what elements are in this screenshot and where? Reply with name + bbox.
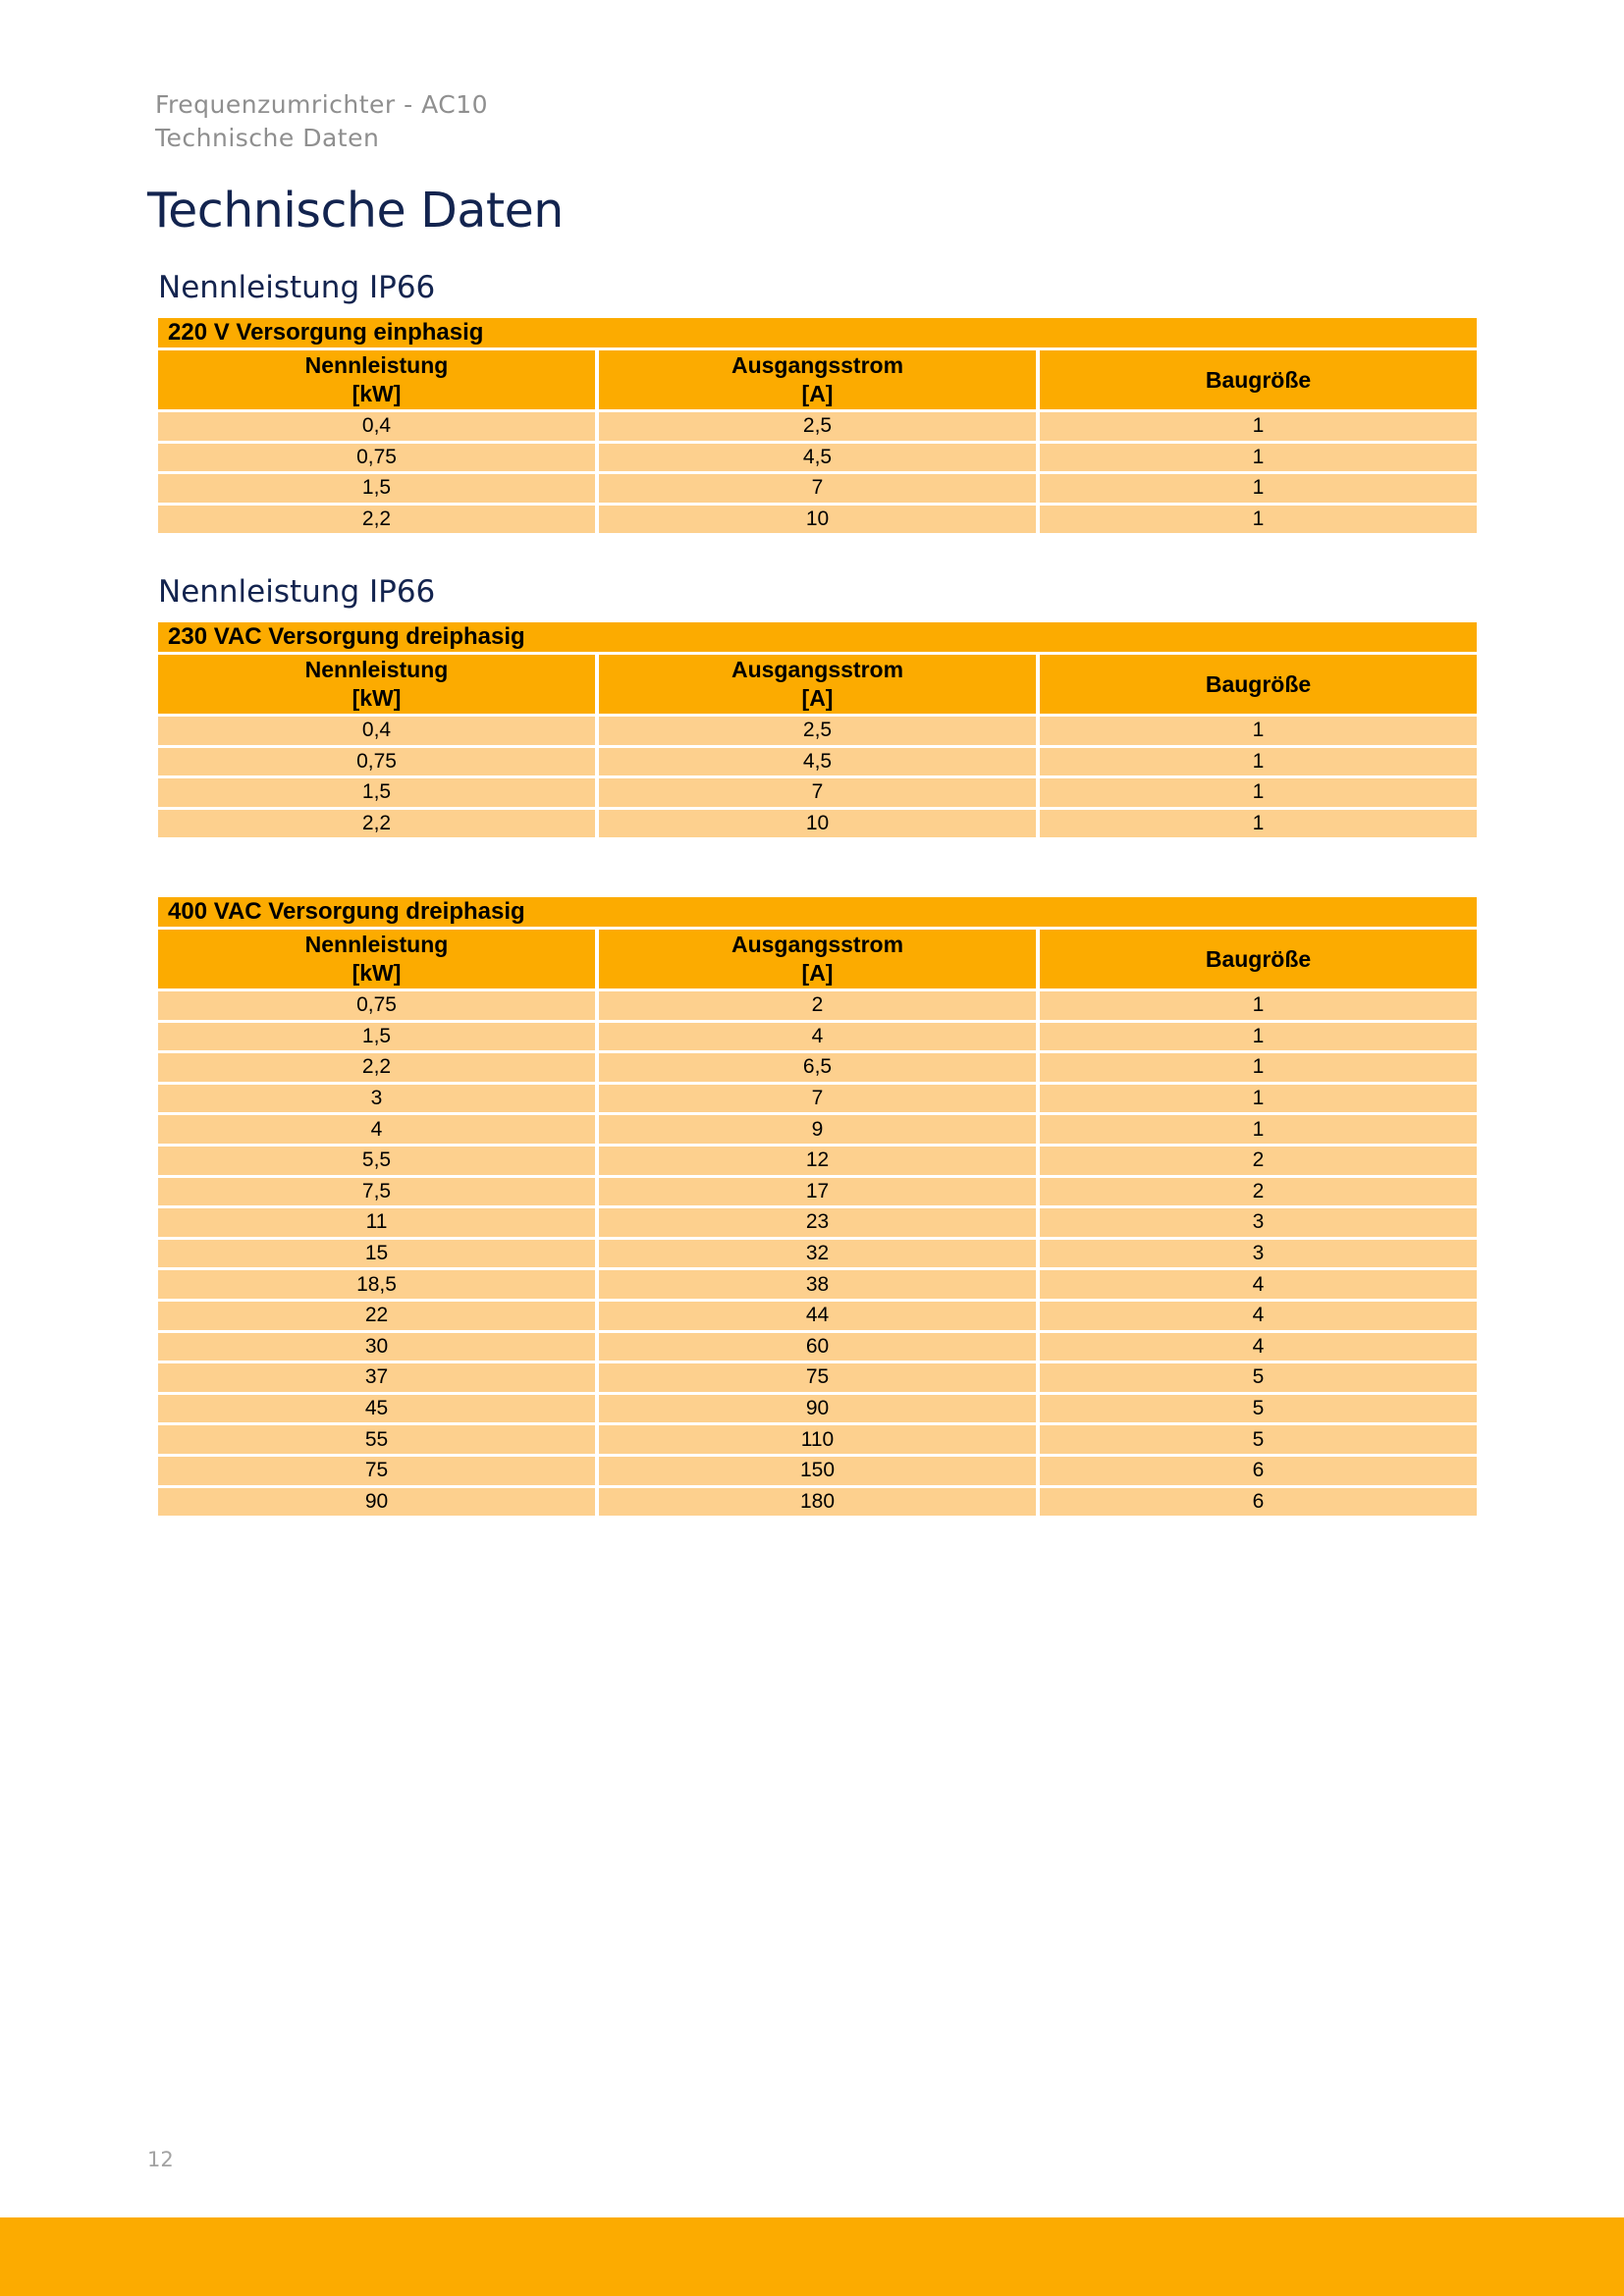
table-row — [158, 474, 1477, 503]
cell-size: 4 — [1040, 1270, 1477, 1299]
cell-size: 2 — [1040, 1178, 1477, 1206]
cell-power: 1,5 — [158, 778, 595, 807]
cell-power: 30 — [158, 1333, 595, 1362]
cell-power: 2,2 — [158, 810, 595, 838]
column-header-current — [599, 655, 1036, 714]
cell-current: 12 — [599, 1147, 1036, 1175]
table-row — [158, 1488, 1477, 1517]
cell-power: 1,5 — [158, 1023, 595, 1051]
cell-current: 23 — [599, 1208, 1036, 1237]
cell-current: 7 — [599, 1085, 1036, 1113]
column-header-power-label: Nennleistung — [304, 352, 449, 378]
cell-power: 3 — [158, 1085, 595, 1113]
table-row — [158, 1178, 1477, 1206]
cell-size: 1 — [1040, 778, 1477, 807]
table-row — [158, 1053, 1477, 1082]
data-table — [154, 927, 1481, 1519]
cell-size: 4 — [1040, 1333, 1477, 1362]
table-body — [158, 412, 1477, 533]
column-header-size: Baugröße — [1040, 655, 1477, 714]
table-row — [158, 506, 1477, 534]
cell-size: 3 — [1040, 1240, 1477, 1268]
data-table — [154, 347, 1481, 536]
data-table — [154, 652, 1481, 840]
cell-current: 2,5 — [599, 412, 1036, 441]
table-caption: 220 V Versorgung einphasig — [158, 318, 1477, 347]
column-header-power-unit: [kW] — [352, 960, 402, 986]
table-row — [158, 1085, 1477, 1113]
cell-size: 1 — [1040, 717, 1477, 745]
cell-power: 1,5 — [158, 474, 595, 503]
cell-power: 7,5 — [158, 1178, 595, 1206]
column-header-current-label: Ausgangsstrom — [731, 352, 904, 378]
cell-size: 6 — [1040, 1488, 1477, 1517]
cell-current: 75 — [599, 1363, 1036, 1392]
cell-size: 1 — [1040, 412, 1477, 441]
section-title-1: Nennleistung IP66 — [158, 270, 436, 305]
cell-power: 2,2 — [158, 1053, 595, 1082]
table-row — [158, 991, 1477, 1020]
table-row — [158, 412, 1477, 441]
table-row — [158, 1115, 1477, 1144]
cell-current: 10 — [599, 810, 1036, 838]
table-row — [158, 810, 1477, 838]
table-body — [158, 991, 1477, 1516]
cell-power: 4 — [158, 1115, 595, 1144]
cell-current: 4,5 — [599, 444, 1036, 472]
cell-current: 150 — [599, 1457, 1036, 1485]
table-row — [158, 1333, 1477, 1362]
table-row — [158, 1023, 1477, 1051]
table-caption: 400 VAC Versorgung dreiphasig — [158, 897, 1477, 927]
cell-power: 0,75 — [158, 748, 595, 776]
cell-size: 1 — [1040, 1085, 1477, 1113]
table-row — [158, 1208, 1477, 1237]
cell-size: 5 — [1040, 1363, 1477, 1392]
table-body — [158, 717, 1477, 837]
column-header-power — [158, 655, 595, 714]
cell-size: 1 — [1040, 991, 1477, 1020]
table-row — [158, 1240, 1477, 1268]
table-row — [158, 778, 1477, 807]
cell-current: 4 — [599, 1023, 1036, 1051]
cell-size: 6 — [1040, 1457, 1477, 1485]
column-header-power-unit: [kW] — [352, 381, 402, 406]
cell-current: 110 — [599, 1425, 1036, 1454]
table-row — [158, 717, 1477, 745]
table-row — [158, 1395, 1477, 1423]
cell-current: 9 — [599, 1115, 1036, 1144]
cell-current: 60 — [599, 1333, 1036, 1362]
column-header-power — [158, 350, 595, 409]
table-row — [158, 1425, 1477, 1454]
cell-power: 0,75 — [158, 444, 595, 472]
cell-current: 6,5 — [599, 1053, 1036, 1082]
cell-power: 55 — [158, 1425, 595, 1454]
table-row — [158, 1270, 1477, 1299]
cell-size: 1 — [1040, 474, 1477, 503]
cell-current: 180 — [599, 1488, 1036, 1517]
cell-size: 4 — [1040, 1302, 1477, 1330]
cell-power: 0,4 — [158, 412, 595, 441]
column-header-current — [599, 930, 1036, 988]
cell-size: 1 — [1040, 810, 1477, 838]
cell-current: 2 — [599, 991, 1036, 1020]
cell-current: 17 — [599, 1178, 1036, 1206]
cell-power: 75 — [158, 1457, 595, 1485]
cell-current: 2,5 — [599, 717, 1036, 745]
column-header-current-unit: [A] — [801, 685, 834, 711]
column-header-power-unit: [kW] — [352, 685, 402, 711]
cell-power: 90 — [158, 1488, 595, 1517]
table-header-row — [158, 655, 1477, 714]
cell-size: 1 — [1040, 444, 1477, 472]
cell-current: 7 — [599, 474, 1036, 503]
cell-current: 44 — [599, 1302, 1036, 1330]
cell-current: 38 — [599, 1270, 1036, 1299]
table-header-row — [158, 930, 1477, 988]
table-row — [158, 1302, 1477, 1330]
column-header-current — [599, 350, 1036, 409]
column-header-current-unit: [A] — [801, 960, 834, 986]
table-400vac-dreiphasig — [158, 897, 1477, 1519]
cell-power: 18,5 — [158, 1270, 595, 1299]
cell-power: 15 — [158, 1240, 595, 1268]
page-title: Technische Daten — [147, 183, 564, 239]
table-row — [158, 1363, 1477, 1392]
cell-power: 0,75 — [158, 991, 595, 1020]
cell-current: 7 — [599, 778, 1036, 807]
cell-power: 11 — [158, 1208, 595, 1237]
header-section-line: Technische Daten — [155, 124, 380, 152]
column-header-size: Baugröße — [1040, 350, 1477, 409]
footer-bar — [0, 2217, 1624, 2296]
table-row — [158, 1147, 1477, 1175]
column-header-size: Baugröße — [1040, 930, 1477, 988]
cell-size: 2 — [1040, 1147, 1477, 1175]
section-title-2: Nennleistung IP66 — [158, 574, 436, 610]
column-header-power-label: Nennleistung — [304, 932, 449, 957]
table-230vac-dreiphasig — [158, 622, 1477, 840]
cell-size: 5 — [1040, 1395, 1477, 1423]
header-product-line: Frequenzumrichter - AC10 — [155, 90, 489, 119]
column-header-current-unit: [A] — [801, 381, 834, 406]
table-row — [158, 1457, 1477, 1485]
cell-current: 4,5 — [599, 748, 1036, 776]
cell-power: 0,4 — [158, 717, 595, 745]
cell-current: 90 — [599, 1395, 1036, 1423]
table-220v-einphasig — [158, 318, 1477, 536]
cell-size: 1 — [1040, 1023, 1477, 1051]
cell-current: 10 — [599, 506, 1036, 534]
cell-power: 37 — [158, 1363, 595, 1392]
cell-size: 3 — [1040, 1208, 1477, 1237]
column-header-power — [158, 930, 595, 988]
cell-size: 5 — [1040, 1425, 1477, 1454]
column-header-current-label: Ausgangsstrom — [731, 657, 904, 682]
column-header-current-label: Ausgangsstrom — [731, 932, 904, 957]
document-header — [155, 88, 488, 155]
cell-current: 32 — [599, 1240, 1036, 1268]
cell-power: 22 — [158, 1302, 595, 1330]
column-header-power-label: Nennleistung — [304, 657, 449, 682]
table-caption: 230 VAC Versorgung dreiphasig — [158, 622, 1477, 652]
table-row — [158, 444, 1477, 472]
cell-power: 45 — [158, 1395, 595, 1423]
table-header-row — [158, 350, 1477, 409]
page-number: 12 — [147, 2148, 174, 2171]
cell-size: 1 — [1040, 748, 1477, 776]
cell-size: 1 — [1040, 1115, 1477, 1144]
cell-power: 5,5 — [158, 1147, 595, 1175]
cell-power: 2,2 — [158, 506, 595, 534]
cell-size: 1 — [1040, 1053, 1477, 1082]
cell-size: 1 — [1040, 506, 1477, 534]
table-row — [158, 748, 1477, 776]
